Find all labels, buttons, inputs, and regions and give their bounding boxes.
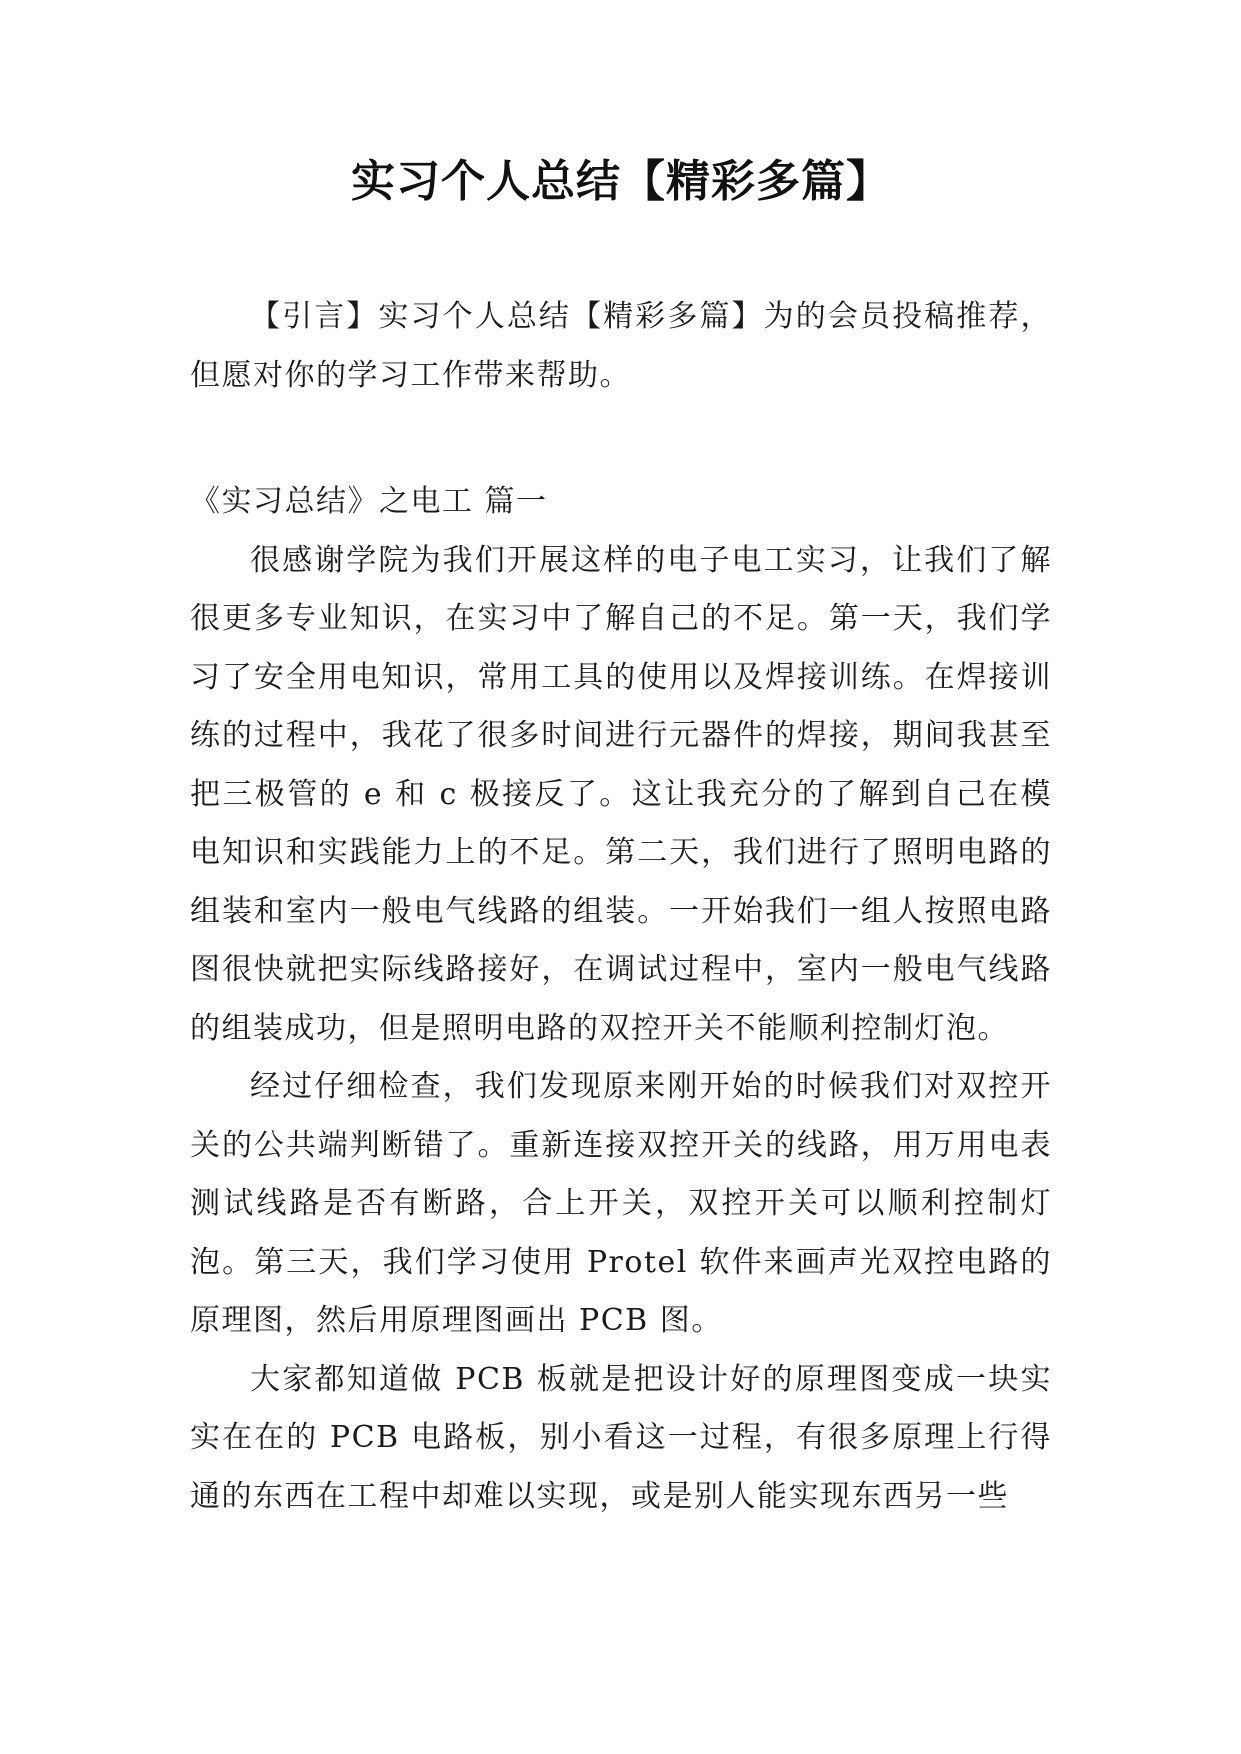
section-heading: 《实习总结》之电工 篇一 <box>190 484 548 519</box>
document-body <box>190 288 1052 1526</box>
document-page <box>190 0 1052 1754</box>
body-paragraph-1: 很感谢学院为我们开展这样的电子电工实习，让我们了解很更多专业知识，在实习中了解自己的不足。第一天，我们学习了安全用电知识，常用工具的使用以及焊接训练。在焊接训练的过程中，我花了很多时间进行元器件的焊接，期间我甚至把三极管的 e 和 c 极接反了。这让我充分的了解到自己在模电知识和实践能力上的不足。第二天，我们进行了照明电路的组装和室内一般电气线路的组装。一开始我们一组人按照电路图很快就把实际线路接好，在调试过程中，室内一般电气线路的组装成功，但是照明电路的双控开关不能顺利控制灯泡。 <box>190 542 1052 1046</box>
document-title: 实习个人总结【精彩多篇】 <box>351 156 891 207</box>
body-paragraph-2: 经过仔细检查，我们发现原来刚开始的时候我们对双控开关的公共端判断错了。重新连接双控开关的线路，用万用电表测试线路是否有断路，合上开关，双控开关可以顺利控制灯泡。第三天，我们学习使用 Protel 软件来画声光双控电路的原理图，然后用原理图画出 PCB 图。 <box>190 1069 1052 1338</box>
body-paragraph-3: 大家都知道做 PCB 板就是把设计好的原理图变成一块实实在在的 PCB 电路板，别小看这一过程，有很多原理上行得通的东西在工程中却难以实现，或是别人能实现东西另一些 <box>190 1361 1052 1514</box>
intro-paragraph: 【引言】实习个人总结【精彩多篇】为的会员投稿推荐，但愿对你的学习工作带来帮助。 <box>190 299 1052 393</box>
